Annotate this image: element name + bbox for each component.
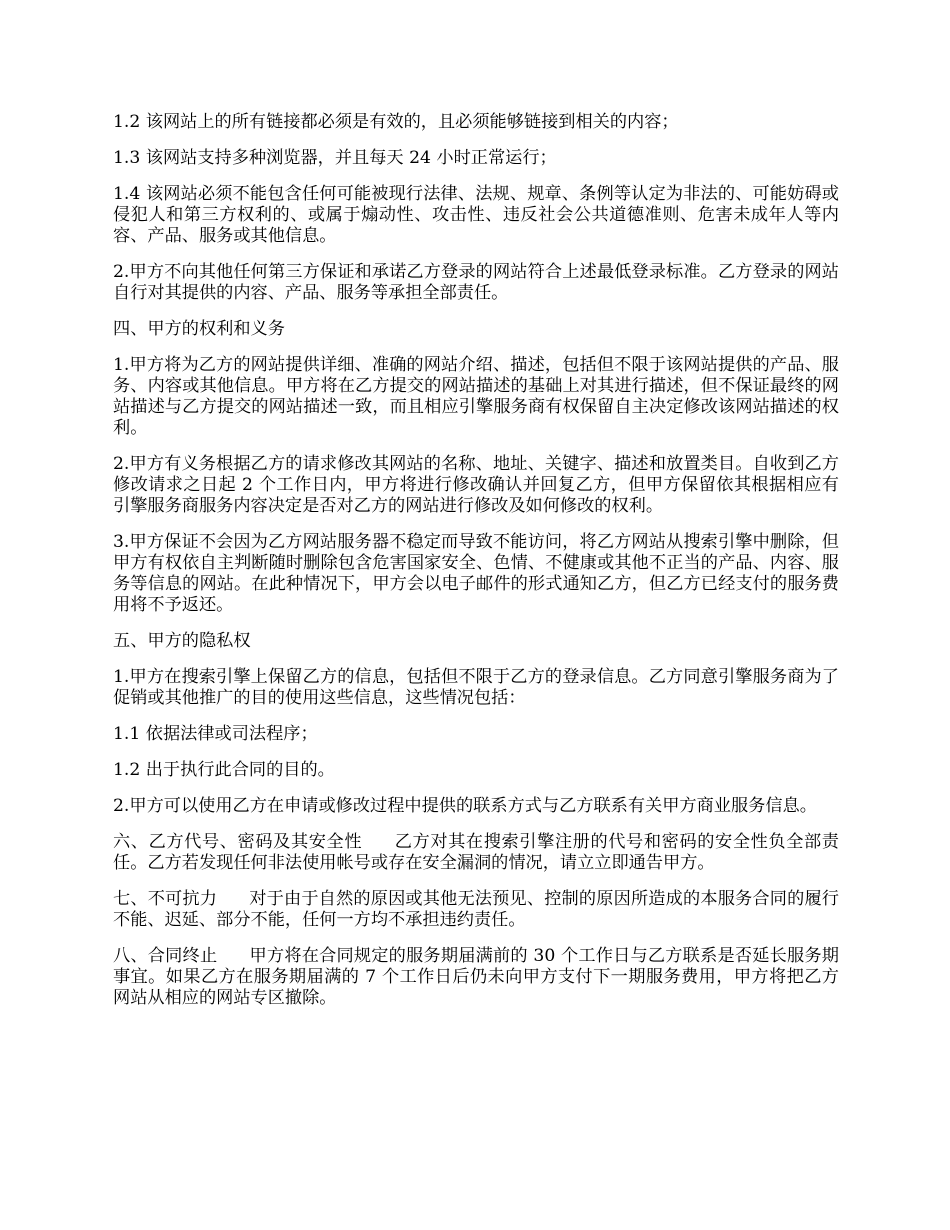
document-body xyxy=(113,112,839,1024)
section-4-paragraph-3: 3.甲方保证不会因为乙方网站服务器不稳定而导致不能访问，将乙方网站从搜索引擎中删除，但甲方有权依自主判断随时删除包含危害国家安全、色情、不健康或其他不正当的产品、内容、服务等信息的网站。在此种情况下，甲方会以电子邮件的形式通知乙方，但乙方已经支付的服务费用将不予返还。 xyxy=(113,532,839,615)
section-heading-6: 六、乙方代号、密码及其安全性 xyxy=(113,832,363,852)
section-4-paragraph-2: 2.甲方有义务根据乙方的请求修改其网站的名称、地址、关键字、描述和放置类目。自收到乙方修改请求之日起 2 个工作日内，甲方将进行修改确认并回复乙方，但甲方保留依其根据相应有引擎服务商服务内容决定是否对乙方的网站进行修改及如何修改的权利。 xyxy=(113,454,839,516)
section-5-paragraph-2: 2.甲方可以使用乙方在申请或修改过程中提供的联系方式与乙方联系有关甲方商业服务信息。 xyxy=(113,796,817,816)
section-6 xyxy=(113,832,839,874)
paragraph-1-4: 1.4 该网站必须不能包含任何可能被现行法律、法规、规章、条例等认定为非法的、可能妨碍或侵犯人和第三方权利的、或属于煽动性、攻击性、违反社会公共道德准则、危害未成年人等内容、产品、服务或其他信息。 xyxy=(113,184,839,246)
section-heading-7: 七、不可抗力 xyxy=(113,889,218,909)
section-4-paragraph-1: 1.甲方将为乙方的网站提供详细、准确的网站介绍、描述，包括但不限于该网站提供的产品、服务、内容或其他信息。甲方将在乙方提交的网站描述的基础上对其进行描述，但不保证最终的网站描述与乙方提交的网站描述一致，而且相应引擎服务商有权保留自主决定修改该网站描述的权利。 xyxy=(113,355,839,438)
section-8 xyxy=(113,946,839,1009)
section-5-item-1-2: 1.2 出于执行此合同的目的。 xyxy=(113,760,335,780)
section-5-item-1-1: 1.1 依据法律或司法程序； xyxy=(113,724,318,744)
section-heading-4: 四、甲方的权利和义务 xyxy=(113,319,285,339)
paragraph-2: 2.甲方不向其他任何第三方保证和承诺乙方登录的网站符合上述最低登录标准。乙方登录的网站自行对其提供的内容、产品、服务等承担全部责任。 xyxy=(113,262,839,303)
section-8-body: 甲方将在合同规定的服务期届满前的 30 个工作日与乙方联系是否延长服务期事宜。如果乙方在服务期届满的 7 个工作日后仍未向甲方支付下一期服务费用，甲方将把乙方网站从相应的网站专区撤除。 xyxy=(113,946,839,1008)
section-6-body: 乙方对其在搜索引擎注册的代号和密码的安全性负全部责任。乙方若发现任何非法使用帐号或存在安全漏洞的情况，请立立即通告甲方。 xyxy=(113,832,839,873)
paragraph-1-2: 1.2 该网站上的所有链接都必须是有效的，且必须能够链接到相关的内容； xyxy=(113,112,679,132)
section-5-paragraph-1: 1.甲方在搜索引擎上保留乙方的信息，包括但不限于乙方的登录信息。乙方同意引擎服务商为了促销或其他推广的目的使用这些信息，这些情况包括： xyxy=(113,667,839,708)
section-heading-8: 八、合同终止 xyxy=(113,946,218,966)
section-heading-5: 五、甲方的隐私权 xyxy=(113,631,251,651)
section-7-body: 对于由于自然的原因或其他无法预见、控制的原因所造成的本服务合同的履行不能、迟延、部分不能，任何一方均不承担违约责任。 xyxy=(113,889,839,930)
section-7 xyxy=(113,889,839,931)
paragraph-1-3: 1.3 该网站支持多种浏览器，并且每天 24 小时正常运行； xyxy=(113,148,557,168)
